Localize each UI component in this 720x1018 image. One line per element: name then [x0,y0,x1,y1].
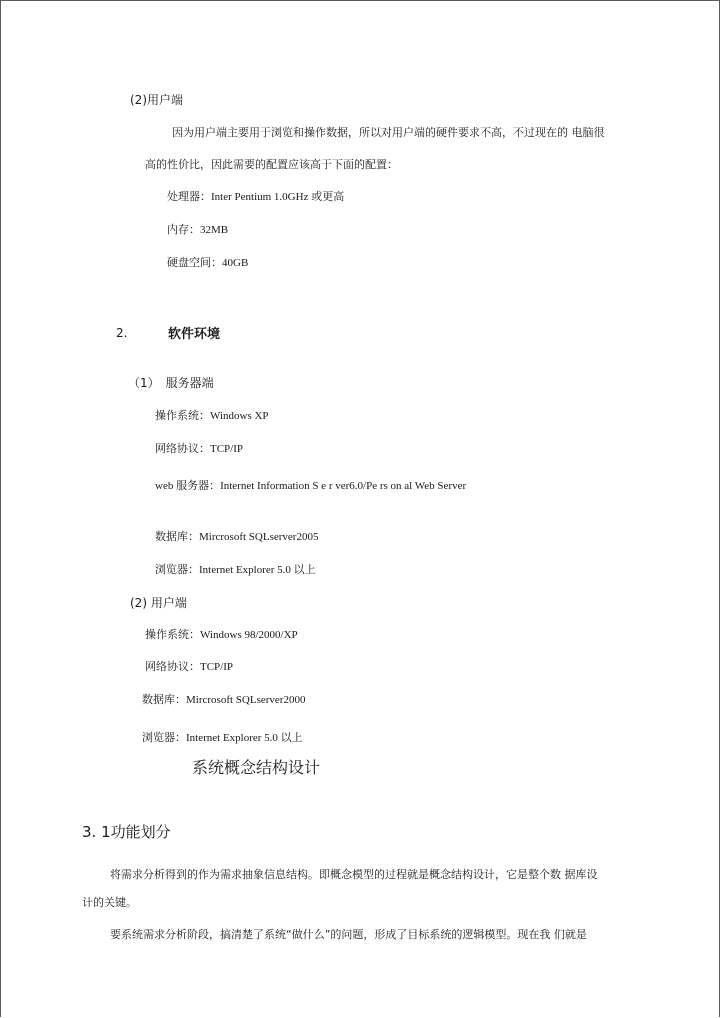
hardware-client-heading: (2)用户端 [130,93,183,107]
software-title: 软件环境 [168,326,221,341]
server-web: web 服务器：Internet Information S e r ver6.0/Pe rs on al Web Server [155,480,467,492]
server-browser: 浏览器：Internet Explorer 5.0 以上 [155,564,316,576]
concept-para2-line1: 要系统需求分析阶段，搞清楚了系统“做什么”的问题，形成了目标系统的逻辑模型。现在我 们就是 [110,928,587,941]
section-title: 3. 1功能划分 [82,823,171,841]
concept-para1-line1: 将需求分析得到的作为需求抽象信息结构。即概念模型的过程就是概念结构设计，它是整个数 据库设 [110,868,598,881]
client-protocol: 网络协议：TCP/IP [145,661,234,673]
server-protocol: 网络协议：TCP/IP [155,443,244,455]
client-os: 操作系统：Windows 98/2000/XP [145,629,298,641]
chapter-title: 系统概念结构设计 [192,758,321,777]
server-db: 数据库：Mircrosoft SQLserver2005 [155,531,319,543]
server-os: 操作系统：Windows XP [155,410,269,422]
software-client-heading: (2) 用户端 [130,596,187,610]
hardware-memory: 内存：32MB [167,224,229,236]
client-db: 数据库：Mircrosoft SQLserver2000 [142,694,306,706]
software-server-heading: （1） 服务器端 [128,376,214,390]
hardware-para-line1: 因为用户端主要用于浏览和操作数据，所以对用户端的硬件要求不高，不过现在的 电脑很 [172,126,605,139]
hardware-cpu: 处理器：Inter Pentium 1.0GHz 或更高 [167,191,345,203]
client-browser: 浏览器：Internet Explorer 5.0 以上 [142,732,303,744]
hardware-para-line2: 高的性价比，因此需要的配置应该高于下面的配置： [145,158,398,171]
software-number: 2. [116,326,128,340]
concept-para1-line2: 计的关键。 [82,896,137,909]
hardware-disk: 硬盘空间：40GB [167,257,249,269]
